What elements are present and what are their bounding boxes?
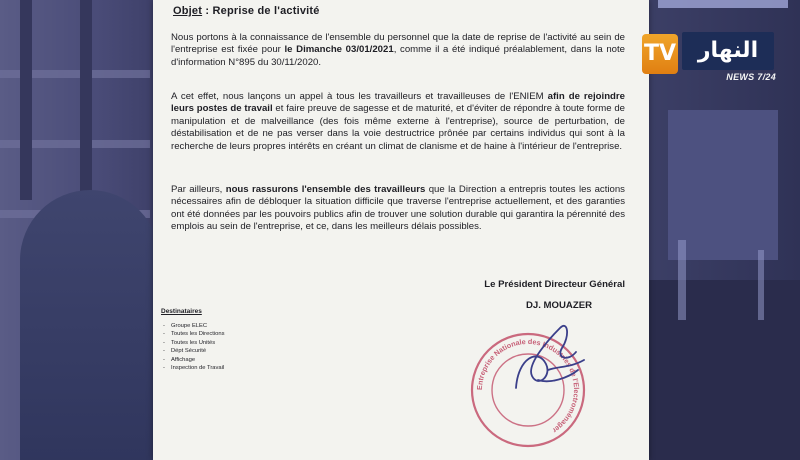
signature-block <box>453 278 625 312</box>
tv-logo: TV <box>642 34 678 74</box>
arabic-logo-text: النهار <box>682 32 774 70</box>
ceiling-light <box>658 0 788 8</box>
stamp-text: Entreprise Nationale des Industries de l'Electroménager <box>474 336 582 436</box>
subject-line <box>173 5 320 17</box>
factory-left-scene <box>0 0 160 460</box>
subject-text: : Reprise de l'activité <box>202 5 320 17</box>
machine <box>668 110 778 260</box>
list-item: - Affichage <box>163 356 224 364</box>
pipe <box>678 240 686 320</box>
machine-base <box>648 280 800 460</box>
p2-bold: afin de rejoindre leurs postes de travail <box>171 91 625 115</box>
destinataires-title: Destinataires <box>161 308 202 315</box>
destinataires-list <box>163 322 224 372</box>
list-item: - Toutes les Directions <box>163 330 224 338</box>
resumption-date: le Dimanche 03/01/2021 <box>284 44 394 56</box>
handwritten-signature <box>498 318 598 408</box>
signer-title: Le Président Directeur Général <box>484 279 625 290</box>
signer-name: DJ. MOUAZER <box>525 300 593 311</box>
list-item: - Groupe ELEC <box>163 322 224 330</box>
p1-text-b: , comme il a été indiqué préalablement, dans la note d'information N°895 du 30/11/2020. <box>171 44 625 68</box>
p1-text-a: Nous portons à la connaissance de l'ensemble du personnel que la date de reprise de l'activité au sein de l'entreprise est fixée pour <box>171 32 625 56</box>
news-label: NEWS 7/24 <box>726 72 776 82</box>
paragraph-appeal <box>171 91 625 153</box>
p3-bold: nous rassurons l'ensemble des travailleurs <box>225 184 426 195</box>
channel-logo <box>642 32 774 86</box>
p3-text-b: que la Direction a entrepris toutes les actions nécessaires afin de débloquer la situation difficile que traverse l'entreprise actuellement, et des garanties ont été données par les pouvoirs publics afin de trouver une solution durable qui garantira la pérennité des emplois au sein de l'entreprise, et ce, dans les meilleurs délais possibles. <box>171 184 625 233</box>
list-item: - Toutes les Unités <box>163 339 224 347</box>
list-item: - Inspection de Travail <box>163 364 224 372</box>
memo-document <box>153 0 649 460</box>
blurred-worker <box>20 190 160 460</box>
p2-text-a: A cet effet, nous lançons un appel à tous les travailleurs et travailleuses de l'ENIEM <box>171 91 548 102</box>
p2-text-b: et faire preuve de sagesse et de maturité, et d'éviter de répondre à toute forme de manipulation et de malveillance (des fois même externe à l'entreprise), source de perturbation, de déstabilisation et de ne pas verser dans la voie destructrice prônée par certains individus qui sont à la recherche de leurs propres intérêts en créant un climat de clanisme et de haine à l'intérieur de l'entreprise. <box>171 103 625 152</box>
subject-label: Objet <box>173 5 203 17</box>
pipe <box>758 250 764 320</box>
paragraph-reassurance <box>171 184 625 234</box>
beam <box>20 0 32 200</box>
paragraph-resumption-date <box>171 32 625 69</box>
p3-text-a: Par ailleurs, <box>171 184 226 195</box>
list-item: - Dépt Sécurité <box>163 347 224 355</box>
